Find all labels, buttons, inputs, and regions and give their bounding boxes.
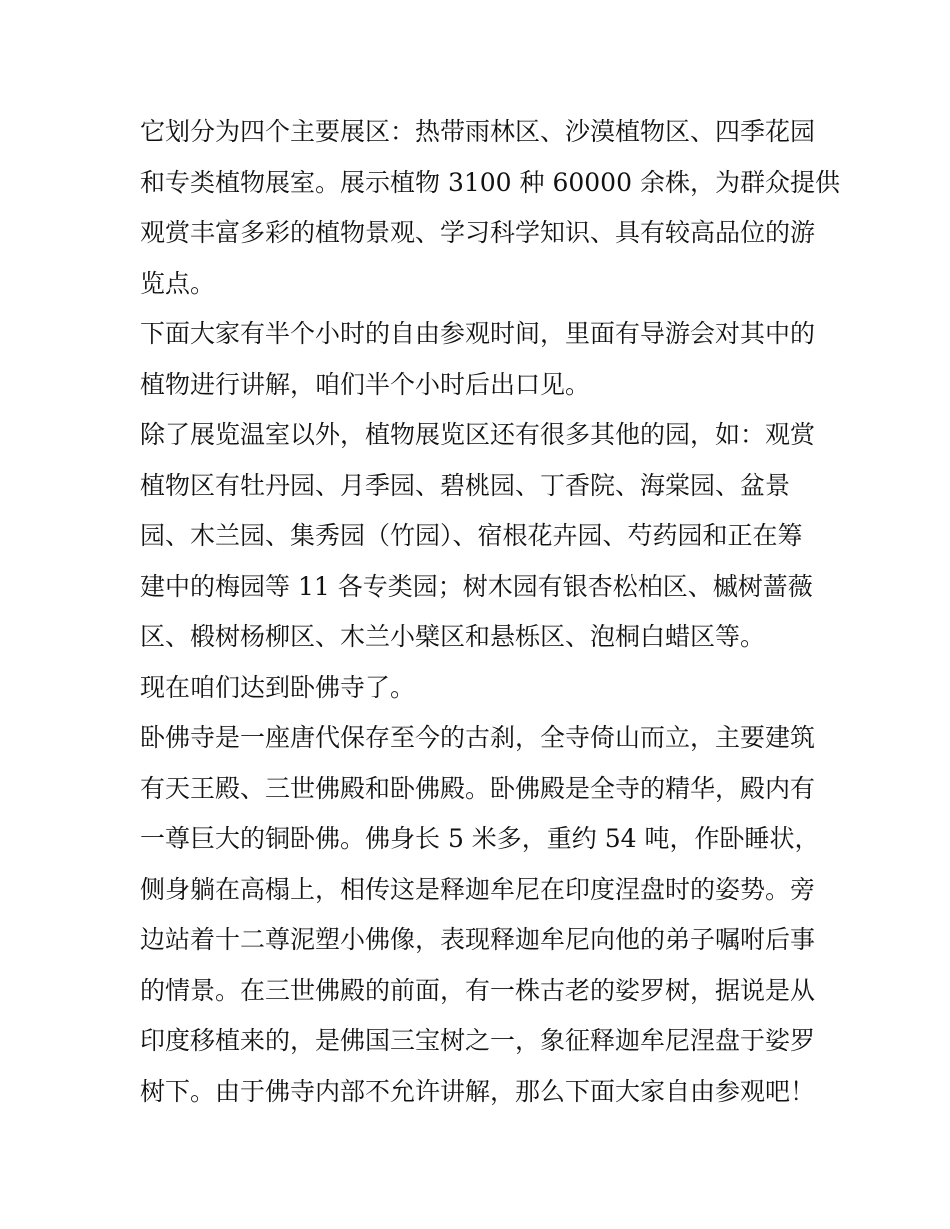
text-line: 有天王殿、三世佛殿和卧佛殿。卧佛殿是全寺的精华，殿内有 [140, 773, 816, 803]
text-line: 下面大家有半个小时的自由参观时间，里面有导游会对其中的 [140, 319, 816, 348]
text-line: 园、木兰园、集秀园（竹园）、宿根花卉园、芍药园和正在筹 [140, 521, 803, 550]
text-line: 树下。由于佛寺内部不允许讲解，那么下面大家自由参观吧！ [140, 1076, 816, 1106]
document-body [140, 107, 840, 1117]
text-line: 的情景。在三世佛殿的前面，有一株古老的娑罗树，据说是从 [140, 975, 816, 1005]
text-line: 卧佛寺是一座唐代保存至今的古刹，全寺倚山而立，主要建筑 [140, 723, 816, 752]
text-line: 览点。 [140, 268, 216, 298]
text-line: 它划分为四个主要展区：热带雨林区、沙漠植物区、四季花园 [140, 117, 816, 146]
text-line: 区、椴树杨柳区、木兰小檗区和悬栎区、泡桐白蜡区等。 [140, 622, 766, 651]
text-line: 植物区有牡丹园、月季园、碧桃园、丁香院、海棠园、盆景 [140, 470, 791, 500]
text-line: 建中的梅园等 11 各专类园；树木园有银杏松柏区、槭树蔷薇 [140, 571, 813, 601]
text-line: 除了展览温室以外，植物展览区还有很多其他的园，如：观赏 [140, 420, 816, 449]
text-line: 侧身躺在高榻上，相传这是释迦牟尼在印度涅盘时的姿势。旁 [140, 874, 816, 904]
text-line: 现在咱们达到卧佛寺了。 [140, 672, 416, 702]
text-line: 植物进行讲解，咱们半个小时后出口见。 [140, 369, 591, 399]
text-line: 观赏丰富多彩的植物景观、学习科学知识、具有较高品位的游 [140, 218, 816, 247]
text-line: 印度移植来的，是佛国三宝树之一，象征释迦牟尼涅盘于娑罗 [140, 1026, 816, 1055]
text-line: 和专类植物展室。展示植物 3100 种 60000 余株，为群众提供 [140, 167, 840, 197]
text-line: 边站着十二尊泥塑小佛像，表现释迦牟尼向他的弟子嘱咐后事 [140, 925, 816, 954]
text-line: 一尊巨大的铜卧佛。佛身长 5 米多，重约 54 吨，作卧睡状， [140, 824, 820, 853]
